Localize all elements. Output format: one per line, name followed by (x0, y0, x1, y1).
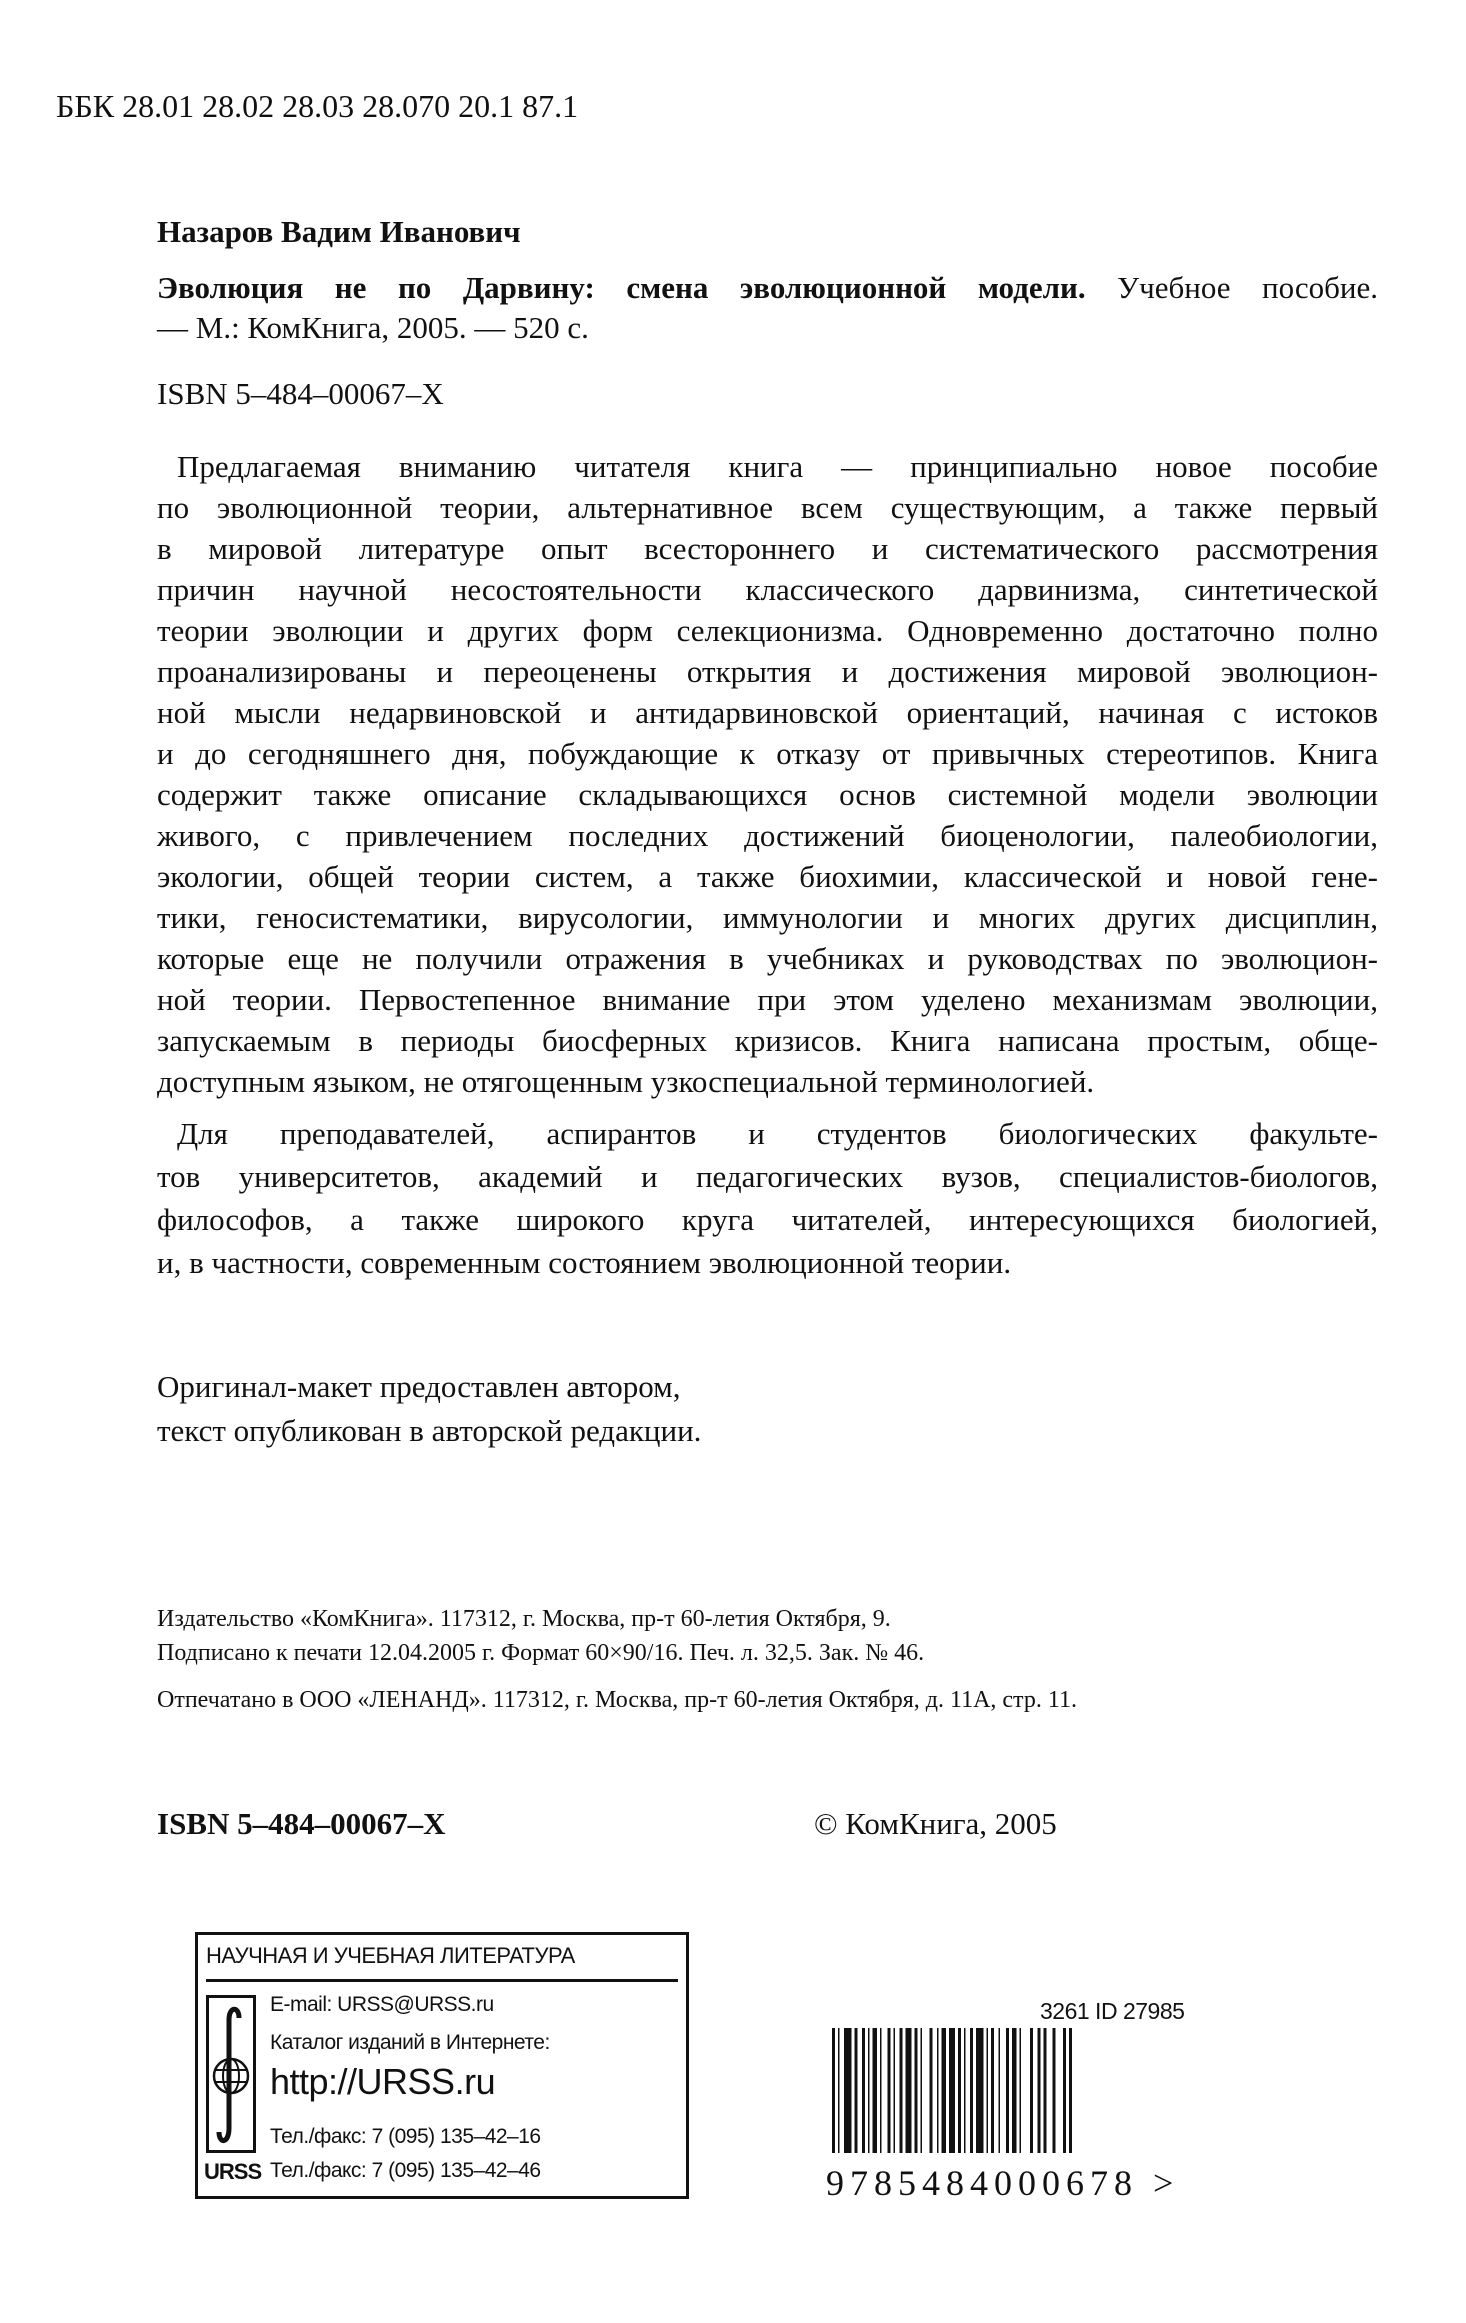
barcode-bar (937, 2028, 939, 2153)
paragraph-line: тов университетов, академий и педагогических вузов, специалистов-биологов, (157, 1159, 1378, 1194)
barcode-bar (832, 2028, 835, 2153)
publisher-box-heading: НАУЧНАЯ И УЧЕБНАЯ ЛИТЕРАТУРА (206, 1943, 575, 1968)
imprint-printer: Отпечатано в ООО «ЛЕНАНД». 117312, г. Москва, пр-т 60-летия Октября, д. 11А, стр. 11. (157, 1687, 1077, 1713)
barcode-bar (880, 2028, 882, 2153)
barcode-bar (838, 2028, 840, 2153)
barcode-bar (862, 2028, 865, 2153)
paragraph-line: ной теории. Первостепенное внимание при этом уделено механизмам эволюции, (157, 982, 1378, 1017)
barcode-bar (976, 2028, 984, 2153)
paragraph-line: Для преподавателей, аспирантов и студентов биологических факульте- (177, 1116, 1378, 1151)
publisher-box (195, 1932, 689, 2199)
barcode-bar (1006, 2028, 1009, 2153)
barcode-bar (958, 2028, 961, 2153)
barcode-bar (888, 2028, 891, 2153)
barcode-icon (828, 2028, 1258, 2158)
barcode-bar (894, 2028, 896, 2153)
abstract-paragraph (157, 446, 1378, 1102)
isbn-bottom: ISBN 5–484–00067–X (157, 1806, 446, 1841)
original-layout-note (157, 1365, 701, 1453)
paragraph-line: которые еще не получили отражения в учебниках и руководствах по эволюцион- (157, 941, 1378, 976)
paragraph-line: доступным языком, не отягощенным узкоспециальной терминологией. (157, 1064, 1095, 1099)
barcode-suffix: > (1153, 2163, 1180, 2203)
author-name: Назаров Вадим Иванович (157, 214, 521, 249)
paragraph-line: проанализированы и переоценены открытия и достижения мировой эволюцион- (157, 654, 1378, 689)
paragraph-line: содержит также описание складывающихся основ системной модели эволюции (157, 777, 1378, 812)
urss-logo-text: URSS (204, 2159, 262, 2184)
paragraph-line: в мировой литературе опыт всестороннего и систематического рассмотрения (157, 531, 1378, 566)
paragraph-line: причин научной несостоятельности классического дарвинизма, синтетической (157, 572, 1378, 607)
title-bold: Эволюция не по Дарвину: смена эволюционной модели. (157, 270, 1086, 305)
barcode-bar (855, 2028, 858, 2153)
paragraph-line: теории эволюции и других форм селекционизма. Одновременно достаточно полно (157, 613, 1378, 648)
barcode-bar (1044, 2028, 1047, 2153)
paragraph-line: по эволюционной теории, альтернативное всем существующим, а также первый (157, 490, 1378, 525)
paragraph-line: и, в частности, современным состоянием эволюционной теории. (157, 1245, 1012, 1280)
paragraph-line: и до сегодняшнего дня, побуждающие к отказу от привычных стереотипов. Книга (157, 736, 1378, 771)
barcode-bar (964, 2028, 966, 2153)
divider (206, 1979, 678, 1982)
publisher-url: http://URSS.ru (270, 2061, 496, 2102)
title-rest: Учебное пособие. (1117, 270, 1379, 305)
barcode-bar (949, 2028, 955, 2153)
imprint-print-info: Подписано к печати 12.04.2005 г. Формат 60×90/16. Печ. л. 32,5. Зак. № 46. (157, 1640, 925, 1666)
barcode-bar (1020, 2028, 1022, 2153)
note-line: Оригинал-макет предоставлен автором, (157, 1369, 681, 1404)
barcode-bar (844, 2028, 852, 2153)
barcode-bar (873, 2028, 878, 2153)
publisher-catalog: Каталог изданий в Интернете: (270, 2031, 550, 2054)
barcode-bar (1063, 2028, 1066, 2153)
paragraph-line: ной мысли недарвиновской и антидарвиновской ориентаций, начиная с истоков (157, 695, 1378, 730)
barcode-bar (906, 2028, 912, 2153)
paragraph-line: тики, геносистематики, вирусологии, иммунологии и многих других дисциплин, (157, 900, 1378, 935)
barcode-id: 3261 ID 27985 (1040, 1998, 1185, 2024)
book-title (157, 268, 1378, 348)
imprint-publisher: Издательство «КомКнига». 117312, г. Москва, пр-т 60-летия Октября, 9. (157, 1606, 891, 1632)
publisher-phone-1: Тел./факс: 7 (095) 135–42–16 (270, 2125, 541, 2148)
bbk-classification: ББК 28.01 28.02 28.03 28.070 20.1 87.1 (56, 88, 579, 124)
barcode-bar (1012, 2028, 1017, 2153)
barcode-bar (1069, 2028, 1072, 2153)
audience-paragraph (157, 1112, 1378, 1284)
barcode-bar (970, 2028, 973, 2153)
barcode-bar (987, 2028, 989, 2153)
barcode-number: 9785484000678 (826, 2163, 1138, 2203)
barcode-bar (868, 2028, 870, 2153)
barcode-bar (942, 2028, 947, 2153)
urss-logo-icon (206, 1995, 256, 2153)
paragraph-line: философов, а также широкого круга читателей, интересующихся биологией, (157, 1202, 1378, 1237)
barcode-bar (1038, 2028, 1041, 2153)
barcode-bar (1030, 2028, 1033, 2153)
paragraph-line: экологии, общей теории систем, а также биохимии, классической и новой гене- (157, 859, 1378, 894)
note-line: текст опубликован в авторской редакции. (157, 1413, 702, 1448)
isbn-top: ISBN 5–484–00067–X (157, 376, 444, 411)
barcode-bar (921, 2028, 923, 2153)
title-publication: — М.: КомКнига, 2005. — 520 с. (157, 310, 589, 345)
barcode-bar (900, 2028, 903, 2153)
publisher-phone-2: Тел./факс: 7 (095) 135–42–46 (270, 2159, 541, 2182)
paragraph-line: Предлагаемая вниманию читателя книга — принципиально новое пособие (177, 449, 1378, 484)
publisher-email: E-mail: URSS@URSS.ru (270, 1993, 494, 2016)
barcode-bar (930, 2028, 933, 2153)
barcode-bar (915, 2028, 918, 2153)
barcode-bar (1053, 2028, 1056, 2153)
paragraph-line: запускаемым в периоды биосферных кризисов. Книга написана простым, обще- (157, 1023, 1378, 1058)
copyright: © КомКнига, 2005 (814, 1806, 1057, 1841)
barcode-digits (826, 2162, 1179, 2204)
paragraph-line: живого, с привлечением последних достижений биоценологии, палеобиологии, (157, 818, 1378, 853)
barcode-bar (999, 2028, 1001, 2153)
barcode-bar (991, 2028, 994, 2153)
